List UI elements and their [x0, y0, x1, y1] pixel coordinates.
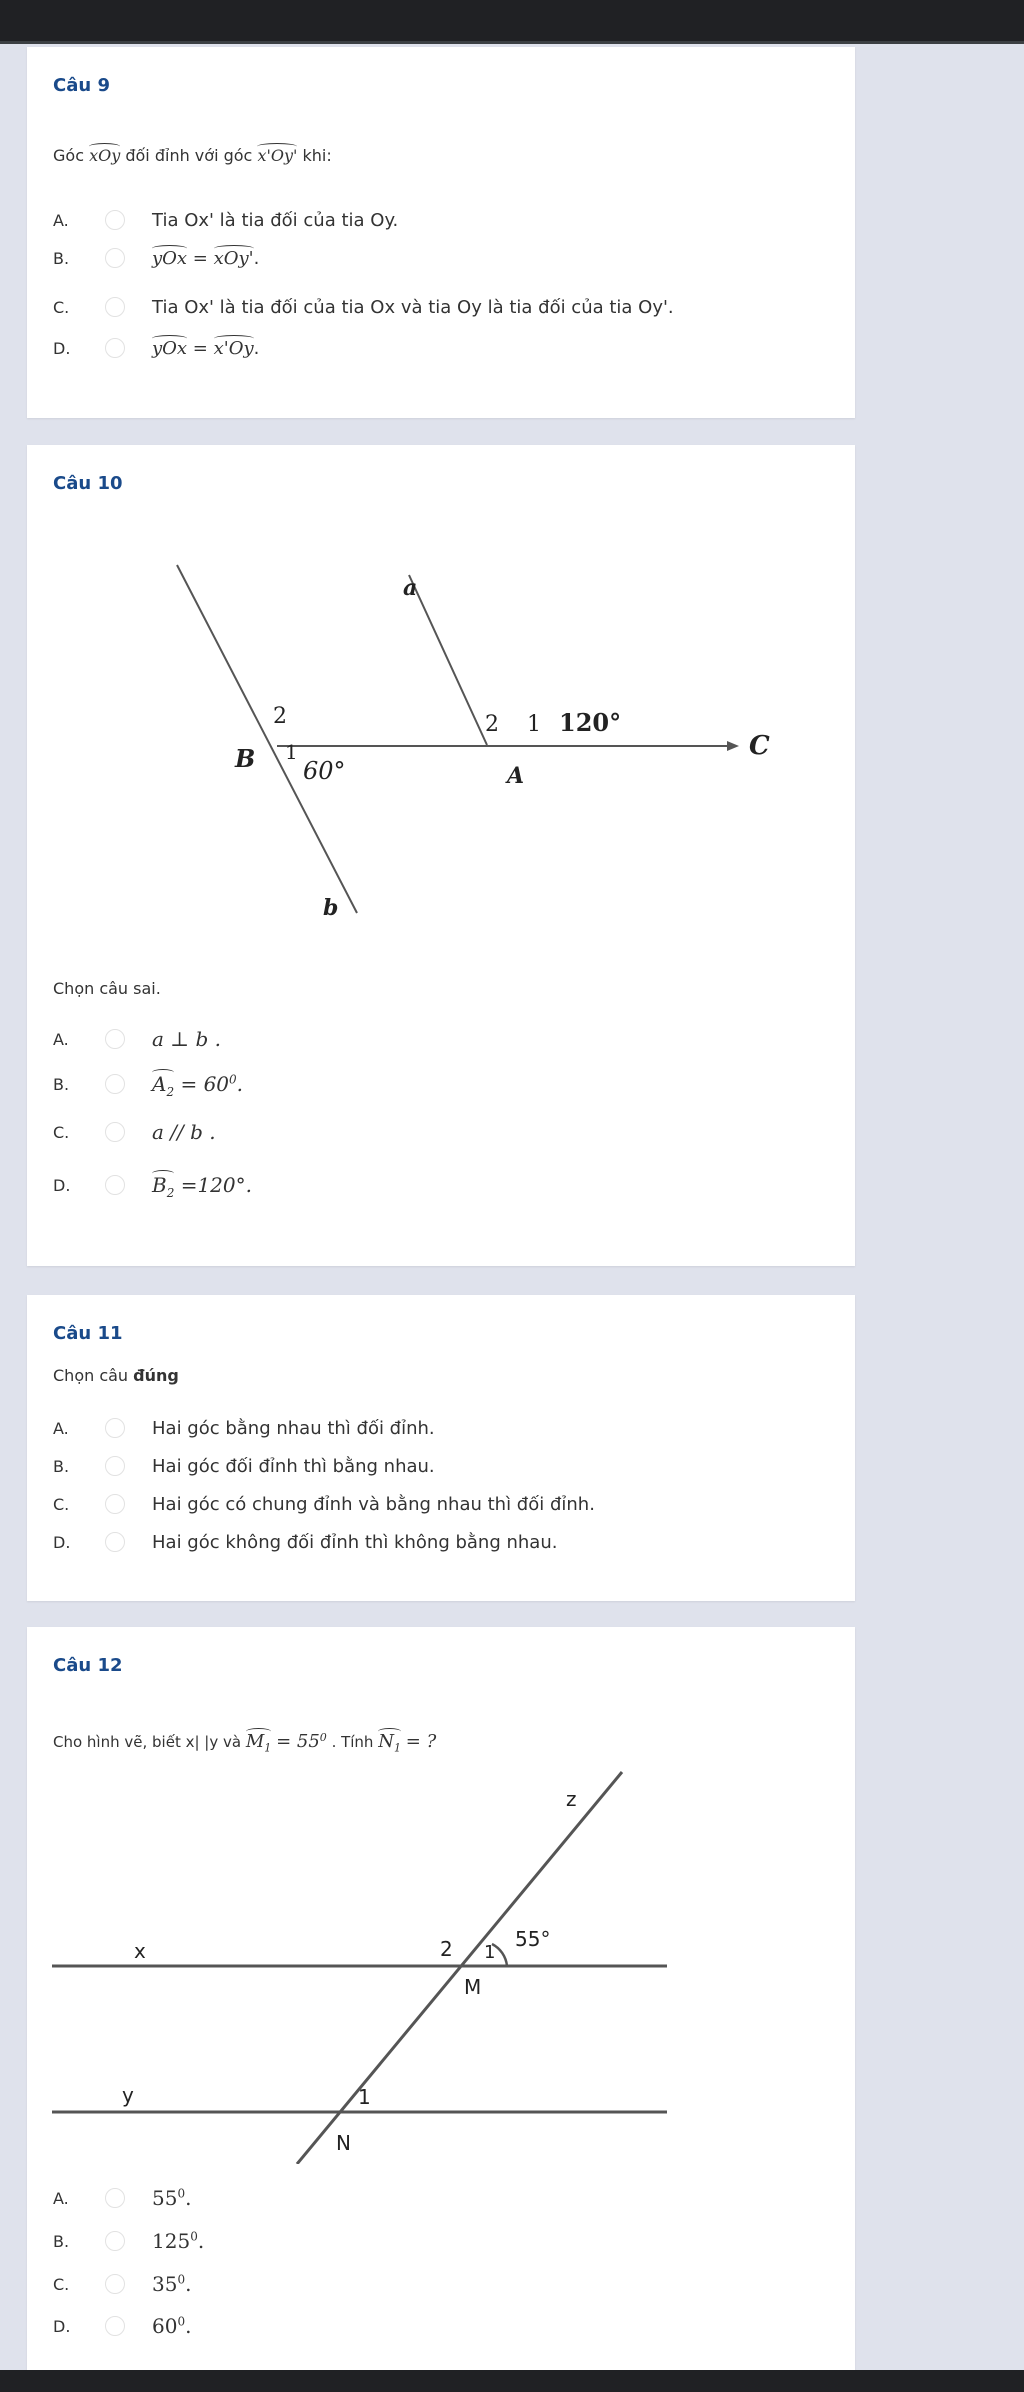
question-title: Câu 11 — [53, 1323, 123, 1344]
radio-button[interactable] — [105, 248, 125, 268]
angle-a2 — [152, 1072, 174, 1099]
radio-button[interactable] — [105, 338, 125, 358]
period: . — [185, 2314, 192, 2338]
label-x: x — [134, 1939, 146, 1963]
angle-xoy: xOy — [89, 146, 121, 165]
option-letter: C. — [53, 2275, 70, 2294]
period: . — [236, 1072, 244, 1096]
radio-button[interactable] — [105, 1122, 125, 1142]
option-text — [152, 2314, 191, 2338]
period: . — [253, 248, 260, 269]
angle-x-prime-oy: x'Oy — [213, 338, 254, 359]
option-letter: C. — [53, 1123, 70, 1142]
bottom-bar — [0, 2370, 1024, 2392]
option-a[interactable] — [53, 2184, 833, 2214]
option-b[interactable] — [53, 2227, 833, 2257]
option-letter: D. — [53, 2317, 71, 2336]
option-b[interactable] — [53, 1452, 833, 1482]
option-text — [152, 1072, 243, 1099]
question-prompt — [53, 1366, 179, 1385]
option-a[interactable] — [53, 1025, 833, 1055]
option-letter: C. — [53, 298, 70, 317]
option-text: Hai góc không đối đỉnh thì không bằng nhau. — [152, 1532, 558, 1553]
option-b[interactable] — [53, 1070, 833, 1100]
option-a[interactable] — [53, 1414, 833, 1444]
radio-button[interactable] — [105, 2316, 125, 2336]
option-c[interactable] — [53, 293, 833, 323]
subscript: 1 — [264, 1741, 272, 1755]
option-text: Tia Ox' là tia đối của tia Oy. — [152, 210, 399, 231]
angle-b2 — [152, 1173, 174, 1200]
label-2-at-m: 2 — [440, 1937, 453, 1961]
option-letter: D. — [53, 1176, 71, 1195]
question-title: Câu 12 — [53, 1655, 123, 1676]
arrow-head — [727, 741, 739, 751]
angle-yox: yOx — [152, 248, 188, 269]
question-card-10 — [27, 445, 855, 1266]
option-a[interactable] — [53, 206, 833, 236]
option-text — [152, 2186, 191, 2210]
option-text: a ⊥ b . — [152, 1027, 221, 1051]
question-prompt — [53, 1731, 436, 1755]
superscript: 0 — [190, 2229, 198, 2244]
option-text: Tia Ox' là tia đối của tia Ox và tia Oy là tia đối của tia Oy'. — [152, 297, 674, 318]
angle-n1 — [378, 1731, 401, 1755]
option-letter: B. — [53, 1457, 70, 1476]
prompt-text: đối đỉnh với góc — [125, 146, 253, 165]
geometry-figure — [52, 1764, 712, 2164]
question-prompt: Chọn câu sai. — [53, 979, 161, 998]
line-a — [409, 575, 487, 745]
option-text — [152, 2272, 191, 2296]
option-d[interactable] — [53, 334, 833, 364]
label-z: z — [566, 1787, 577, 1811]
question-card-12 — [27, 1627, 855, 2370]
superscript: 0 — [177, 2314, 186, 2329]
label-a: a — [403, 575, 418, 601]
radio-button[interactable] — [105, 1175, 125, 1195]
option-c[interactable] — [53, 2270, 833, 2300]
label-2-at-a: 2 — [485, 712, 499, 737]
label-y: y — [122, 2083, 134, 2107]
prompt-text: khi: — [302, 146, 332, 165]
superscript: 0 — [229, 1072, 237, 1087]
hat-letter: M — [245, 1731, 265, 1752]
option-letter: A. — [53, 2189, 69, 2208]
superscript: 0 — [177, 2186, 186, 2201]
option-d[interactable] — [53, 1528, 833, 1558]
radio-button[interactable] — [105, 1532, 125, 1552]
period: . — [197, 2229, 205, 2253]
equation-rest: =120° — [174, 1173, 246, 1197]
label-big-c: C — [749, 731, 770, 761]
hat-letter: B — [152, 1173, 167, 1197]
subscript: 2 — [166, 1085, 175, 1099]
question-card-11 — [27, 1295, 855, 1601]
option-d[interactable] — [53, 2312, 833, 2342]
option-value: 35 — [152, 2272, 178, 2296]
period: . — [185, 2186, 192, 2210]
hat-letter: A — [152, 1072, 167, 1096]
hat-letter: N — [378, 1731, 394, 1752]
angle-120: 120° — [559, 708, 622, 737]
period: . — [185, 2272, 192, 2296]
option-c[interactable] — [53, 1490, 833, 1520]
radio-button[interactable] — [105, 210, 125, 230]
angle-yox: yOx — [152, 338, 188, 359]
option-letter: A. — [53, 1030, 69, 1049]
prompt-text: . Tính — [331, 1733, 374, 1751]
option-letter: B. — [53, 1075, 70, 1094]
radio-button[interactable] — [105, 1456, 125, 1476]
option-letter: C. — [53, 1495, 70, 1514]
option-value: 60 — [152, 2314, 178, 2338]
label-big-b: B — [235, 744, 256, 773]
label-1-at-n: 1 — [358, 2085, 371, 2109]
option-text: Hai góc có chung đỉnh và bằng nhau thì đối đỉnh. — [152, 1494, 595, 1515]
label-n: N — [336, 2131, 351, 2155]
subscript: 2 — [166, 1186, 175, 1200]
period: . — [253, 338, 260, 359]
label-m: M — [464, 1975, 482, 1999]
option-letter: B. — [53, 249, 70, 268]
radio-button[interactable] — [105, 1494, 125, 1514]
option-text — [152, 248, 259, 269]
option-letter: A. — [53, 1419, 69, 1438]
label-1-at-a: 1 — [527, 712, 541, 737]
option-c[interactable] — [53, 1118, 833, 1148]
radio-button[interactable] — [105, 2188, 125, 2208]
superscript: 0 — [177, 2272, 186, 2287]
line-z — [297, 1772, 622, 2164]
option-text — [152, 1173, 252, 1200]
top-bar — [0, 0, 1024, 44]
equals-sign: = — [187, 248, 214, 269]
option-text: Hai góc đối đỉnh thì bằng nhau. — [152, 1456, 435, 1477]
prompt-emphasis: đúng — [133, 1366, 179, 1385]
question-card-9 — [27, 47, 855, 418]
label-2-at-b: 2 — [273, 704, 287, 729]
period: . — [245, 1173, 252, 1197]
option-value: 125 — [152, 2229, 191, 2253]
option-letter: D. — [53, 1533, 71, 1552]
angle-55: 55° — [515, 1927, 551, 1951]
option-letter: A. — [53, 211, 69, 230]
radio-button[interactable] — [105, 2231, 125, 2251]
question-prompt — [53, 146, 332, 165]
label-1-at-m: 1 — [484, 1942, 496, 1963]
option-letter: B. — [53, 2232, 70, 2251]
label-b: b — [323, 895, 339, 921]
prompt-text: Góc — [53, 146, 84, 165]
question-title: Câu 9 — [53, 75, 110, 96]
radio-button[interactable] — [105, 1029, 125, 1049]
radio-button[interactable] — [105, 297, 125, 317]
prompt-text: Chọn câu — [53, 1366, 134, 1385]
label-big-a: A — [507, 763, 525, 789]
radio-button[interactable] — [105, 1418, 125, 1438]
option-text — [152, 2229, 204, 2253]
option-text: a // b . — [152, 1120, 216, 1144]
superscript: 0 — [319, 1731, 327, 1744]
equation-rest: = 60 — [174, 1072, 230, 1096]
prompt-text: Cho hình vẽ, biết x| |y và — [53, 1733, 242, 1751]
equation-rest: = 55 — [276, 1731, 320, 1752]
subscript: 1 — [393, 1741, 401, 1755]
angle-xoy-prime: xOy' — [213, 248, 254, 269]
line-b — [177, 565, 357, 913]
option-letter: D. — [53, 339, 71, 358]
radio-button[interactable] — [105, 1074, 125, 1094]
angle-60: 60° — [303, 757, 346, 785]
option-b[interactable] — [53, 244, 833, 274]
angle-x-prime-o-y-prime: x'Oy' — [257, 146, 298, 165]
option-value: 55 — [152, 2186, 178, 2210]
geometry-figure — [137, 545, 777, 930]
question-title: Câu 10 — [53, 473, 123, 494]
option-d[interactable] — [53, 1171, 833, 1201]
option-text — [152, 338, 259, 359]
equation-rest: = ? — [405, 1731, 437, 1752]
option-text: Hai góc bằng nhau thì đối đỉnh. — [152, 1418, 435, 1439]
label-1-at-b: 1 — [285, 740, 298, 764]
angle-m1 — [246, 1731, 271, 1755]
radio-button[interactable] — [105, 2274, 125, 2294]
equals-sign: = — [187, 338, 214, 359]
